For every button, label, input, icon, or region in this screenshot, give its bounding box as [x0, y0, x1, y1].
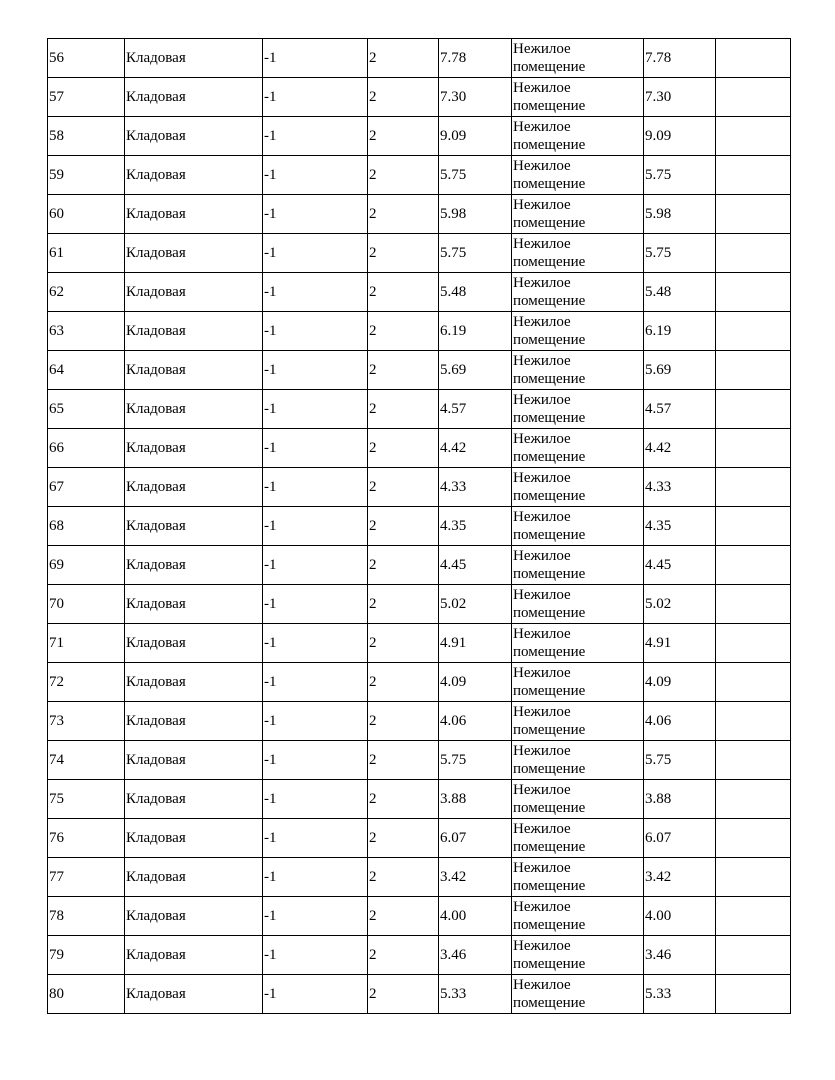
table-row — [48, 585, 791, 624]
area-cell: 5.69 — [439, 351, 512, 390]
total-area-cell: 6.19 — [644, 312, 716, 351]
row-number-cell: 64 — [48, 351, 125, 390]
premises-type-cell — [512, 663, 644, 702]
note-cell — [716, 156, 791, 195]
section-cell: 2 — [368, 468, 439, 507]
floor-cell: -1 — [263, 546, 368, 585]
premises-type-cell — [512, 936, 644, 975]
note-cell — [716, 195, 791, 234]
room-name-cell: Кладовая — [125, 507, 263, 546]
room-name-cell: Кладовая — [125, 975, 263, 1014]
total-area-cell: 4.00 — [644, 897, 716, 936]
premises-type-text: помещение — [513, 917, 586, 933]
note-cell — [716, 858, 791, 897]
section-cell: 2 — [368, 234, 439, 273]
premises-type-text: Нежилое — [513, 158, 571, 174]
section-cell: 2 — [368, 897, 439, 936]
area-cell: 3.42 — [439, 858, 512, 897]
row-number-cell: 71 — [48, 624, 125, 663]
row-number-cell: 78 — [48, 897, 125, 936]
premises-type-text: Нежилое — [513, 704, 571, 720]
table-row — [48, 819, 791, 858]
row-number-cell: 72 — [48, 663, 125, 702]
floor-cell: -1 — [263, 351, 368, 390]
floor-cell: -1 — [263, 897, 368, 936]
total-area-cell: 9.09 — [644, 117, 716, 156]
premises-type-text: помещение — [513, 176, 586, 192]
area-cell: 4.06 — [439, 702, 512, 741]
total-area-cell: 3.46 — [644, 936, 716, 975]
floor-cell: -1 — [263, 702, 368, 741]
row-number-cell: 73 — [48, 702, 125, 741]
note-cell — [716, 585, 791, 624]
table-row — [48, 507, 791, 546]
row-number-cell: 77 — [48, 858, 125, 897]
area-cell: 6.07 — [439, 819, 512, 858]
total-area-cell: 5.33 — [644, 975, 716, 1014]
room-name-cell: Кладовая — [125, 117, 263, 156]
section-cell: 2 — [368, 390, 439, 429]
premises-type-cell — [512, 507, 644, 546]
section-cell: 2 — [368, 975, 439, 1014]
total-area-cell: 4.33 — [644, 468, 716, 507]
row-number-cell: 65 — [48, 390, 125, 429]
row-number-cell: 66 — [48, 429, 125, 468]
premises-type-cell — [512, 624, 644, 663]
floor-cell: -1 — [263, 429, 368, 468]
row-number-cell: 68 — [48, 507, 125, 546]
note-cell — [716, 273, 791, 312]
premises-type-text: помещение — [513, 98, 586, 114]
total-area-cell: 5.02 — [644, 585, 716, 624]
floor-cell: -1 — [263, 858, 368, 897]
table-row — [48, 468, 791, 507]
row-number-cell: 70 — [48, 585, 125, 624]
premises-type-text: помещение — [513, 605, 586, 621]
area-cell: 4.57 — [439, 390, 512, 429]
section-cell: 2 — [368, 351, 439, 390]
section-cell: 2 — [368, 819, 439, 858]
total-area-cell: 4.91 — [644, 624, 716, 663]
section-cell: 2 — [368, 780, 439, 819]
table-row — [48, 546, 791, 585]
total-area-cell: 4.35 — [644, 507, 716, 546]
premises-type-text: Нежилое — [513, 275, 571, 291]
premises-type-cell — [512, 819, 644, 858]
note-cell — [716, 546, 791, 585]
premises-type-text: помещение — [513, 839, 586, 855]
premises-type-cell — [512, 39, 644, 78]
premises-type-cell — [512, 546, 644, 585]
area-cell: 7.30 — [439, 78, 512, 117]
row-number-cell: 76 — [48, 819, 125, 858]
row-number-cell: 69 — [48, 546, 125, 585]
table-row — [48, 39, 791, 78]
room-name-cell: Кладовая — [125, 780, 263, 819]
premises-type-text: Нежилое — [513, 509, 571, 525]
premises-type-text: помещение — [513, 332, 586, 348]
premises-type-text: помещение — [513, 722, 586, 738]
floor-cell: -1 — [263, 624, 368, 663]
premises-type-cell — [512, 234, 644, 273]
premises-type-cell — [512, 780, 644, 819]
row-number-cell: 67 — [48, 468, 125, 507]
floor-cell: -1 — [263, 390, 368, 429]
area-cell: 3.88 — [439, 780, 512, 819]
room-name-cell: Кладовая — [125, 78, 263, 117]
area-cell: 4.09 — [439, 663, 512, 702]
room-name-cell: Кладовая — [125, 234, 263, 273]
section-cell: 2 — [368, 663, 439, 702]
row-number-cell: 57 — [48, 78, 125, 117]
table-row — [48, 78, 791, 117]
room-name-cell: Кладовая — [125, 468, 263, 507]
room-name-cell: Кладовая — [125, 624, 263, 663]
row-number-cell: 60 — [48, 195, 125, 234]
total-area-cell: 5.75 — [644, 234, 716, 273]
room-name-cell: Кладовая — [125, 390, 263, 429]
room-name-cell: Кладовая — [125, 429, 263, 468]
total-area-cell: 4.42 — [644, 429, 716, 468]
premises-type-cell — [512, 78, 644, 117]
table-row — [48, 156, 791, 195]
room-name-cell: Кладовая — [125, 702, 263, 741]
room-name-cell: Кладовая — [125, 858, 263, 897]
premises-type-text: Нежилое — [513, 119, 571, 135]
table-row — [48, 663, 791, 702]
table-row — [48, 117, 791, 156]
note-cell — [716, 234, 791, 273]
floor-cell: -1 — [263, 585, 368, 624]
room-name-cell: Кладовая — [125, 351, 263, 390]
premises-type-cell — [512, 429, 644, 468]
premises-type-text: помещение — [513, 215, 586, 231]
room-name-cell: Кладовая — [125, 39, 263, 78]
table-row — [48, 936, 791, 975]
area-cell: 5.02 — [439, 585, 512, 624]
row-number-cell: 58 — [48, 117, 125, 156]
floor-cell: -1 — [263, 975, 368, 1014]
area-cell: 4.35 — [439, 507, 512, 546]
room-name-cell: Кладовая — [125, 546, 263, 585]
premises-type-text: Нежилое — [513, 41, 571, 57]
table-row — [48, 312, 791, 351]
table-body — [48, 39, 791, 1014]
premises-type-text: помещение — [513, 956, 586, 972]
note-cell — [716, 351, 791, 390]
premises-type-text: Нежилое — [513, 938, 571, 954]
floor-cell: -1 — [263, 273, 368, 312]
premises-type-text: Нежилое — [513, 665, 571, 681]
total-area-cell: 4.06 — [644, 702, 716, 741]
table-row — [48, 702, 791, 741]
note-cell — [716, 390, 791, 429]
note-cell — [716, 936, 791, 975]
floor-cell: -1 — [263, 663, 368, 702]
premises-type-cell — [512, 312, 644, 351]
note-cell — [716, 741, 791, 780]
room-name-cell: Кладовая — [125, 195, 263, 234]
note-cell — [716, 624, 791, 663]
section-cell: 2 — [368, 858, 439, 897]
premises-type-text: Нежилое — [513, 899, 571, 915]
area-cell: 5.75 — [439, 234, 512, 273]
premises-type-cell — [512, 897, 644, 936]
room-name-cell: Кладовая — [125, 156, 263, 195]
floor-cell: -1 — [263, 507, 368, 546]
premises-type-text: помещение — [513, 59, 586, 75]
total-area-cell: 4.45 — [644, 546, 716, 585]
premises-type-text: Нежилое — [513, 860, 571, 876]
floor-cell: -1 — [263, 234, 368, 273]
row-number-cell: 61 — [48, 234, 125, 273]
floor-cell: -1 — [263, 312, 368, 351]
premises-type-text: помещение — [513, 566, 586, 582]
total-area-cell: 5.75 — [644, 156, 716, 195]
area-cell: 5.75 — [439, 741, 512, 780]
premises-table — [47, 38, 791, 1014]
room-name-cell: Кладовая — [125, 312, 263, 351]
note-cell — [716, 39, 791, 78]
section-cell: 2 — [368, 78, 439, 117]
table-row — [48, 195, 791, 234]
area-cell: 4.00 — [439, 897, 512, 936]
premises-type-cell — [512, 351, 644, 390]
section-cell: 2 — [368, 156, 439, 195]
section-cell: 2 — [368, 312, 439, 351]
room-name-cell: Кладовая — [125, 897, 263, 936]
floor-cell: -1 — [263, 195, 368, 234]
section-cell: 2 — [368, 273, 439, 312]
premises-type-cell — [512, 975, 644, 1014]
premises-type-text: Нежилое — [513, 236, 571, 252]
premises-type-text: помещение — [513, 410, 586, 426]
premises-type-text: помещение — [513, 683, 586, 699]
room-name-cell: Кладовая — [125, 819, 263, 858]
area-cell: 4.45 — [439, 546, 512, 585]
section-cell: 2 — [368, 507, 439, 546]
area-cell: 5.98 — [439, 195, 512, 234]
premises-type-text: Нежилое — [513, 626, 571, 642]
area-cell: 4.33 — [439, 468, 512, 507]
premises-type-cell — [512, 195, 644, 234]
floor-cell: -1 — [263, 117, 368, 156]
total-area-cell: 7.78 — [644, 39, 716, 78]
table-row — [48, 429, 791, 468]
room-name-cell: Кладовая — [125, 663, 263, 702]
total-area-cell: 5.98 — [644, 195, 716, 234]
section-cell: 2 — [368, 624, 439, 663]
table-row — [48, 234, 791, 273]
row-number-cell: 79 — [48, 936, 125, 975]
table-row — [48, 390, 791, 429]
premises-type-text: помещение — [513, 644, 586, 660]
room-name-cell: Кладовая — [125, 273, 263, 312]
premises-type-text: помещение — [513, 293, 586, 309]
premises-type-text: помещение — [513, 878, 586, 894]
premises-type-text: Нежилое — [513, 548, 571, 564]
row-number-cell: 59 — [48, 156, 125, 195]
total-area-cell: 3.88 — [644, 780, 716, 819]
table-row — [48, 975, 791, 1014]
section-cell: 2 — [368, 429, 439, 468]
premises-type-text: помещение — [513, 137, 586, 153]
note-cell — [716, 507, 791, 546]
premises-type-text: Нежилое — [513, 197, 571, 213]
premises-type-cell — [512, 585, 644, 624]
area-cell: 7.78 — [439, 39, 512, 78]
floor-cell: -1 — [263, 468, 368, 507]
note-cell — [716, 975, 791, 1014]
note-cell — [716, 702, 791, 741]
total-area-cell: 5.48 — [644, 273, 716, 312]
premises-type-text: Нежилое — [513, 431, 571, 447]
premises-type-cell — [512, 273, 644, 312]
section-cell: 2 — [368, 39, 439, 78]
premises-type-cell — [512, 702, 644, 741]
premises-type-text: помещение — [513, 800, 586, 816]
total-area-cell: 5.75 — [644, 741, 716, 780]
row-number-cell: 63 — [48, 312, 125, 351]
premises-type-text: Нежилое — [513, 587, 571, 603]
area-cell: 6.19 — [439, 312, 512, 351]
premises-type-cell — [512, 117, 644, 156]
note-cell — [716, 663, 791, 702]
row-number-cell: 56 — [48, 39, 125, 78]
section-cell: 2 — [368, 741, 439, 780]
area-cell: 4.91 — [439, 624, 512, 663]
table-row — [48, 858, 791, 897]
table-row — [48, 273, 791, 312]
section-cell: 2 — [368, 585, 439, 624]
premises-type-cell — [512, 741, 644, 780]
section-cell: 2 — [368, 546, 439, 585]
premises-type-text: помещение — [513, 254, 586, 270]
table-row — [48, 897, 791, 936]
floor-cell: -1 — [263, 780, 368, 819]
premises-type-text: Нежилое — [513, 314, 571, 330]
row-number-cell: 74 — [48, 741, 125, 780]
premises-type-text: помещение — [513, 371, 586, 387]
table-row — [48, 624, 791, 663]
premises-type-text: Нежилое — [513, 470, 571, 486]
total-area-cell: 5.69 — [644, 351, 716, 390]
note-cell — [716, 117, 791, 156]
area-cell: 5.33 — [439, 975, 512, 1014]
premises-type-cell — [512, 858, 644, 897]
section-cell: 2 — [368, 936, 439, 975]
row-number-cell: 62 — [48, 273, 125, 312]
total-area-cell: 4.57 — [644, 390, 716, 429]
premises-type-text: Нежилое — [513, 353, 571, 369]
floor-cell: -1 — [263, 936, 368, 975]
section-cell: 2 — [368, 195, 439, 234]
floor-cell: -1 — [263, 39, 368, 78]
premises-type-text: помещение — [513, 761, 586, 777]
note-cell — [716, 312, 791, 351]
premises-type-text: помещение — [513, 995, 586, 1011]
note-cell — [716, 429, 791, 468]
area-cell: 3.46 — [439, 936, 512, 975]
premises-type-text: Нежилое — [513, 977, 571, 993]
premises-type-text: помещение — [513, 449, 586, 465]
room-name-cell: Кладовая — [125, 936, 263, 975]
premises-type-cell — [512, 156, 644, 195]
section-cell: 2 — [368, 117, 439, 156]
room-name-cell: Кладовая — [125, 741, 263, 780]
row-number-cell: 80 — [48, 975, 125, 1014]
premises-type-text: Нежилое — [513, 782, 571, 798]
area-cell: 9.09 — [439, 117, 512, 156]
premises-type-text: помещение — [513, 527, 586, 543]
note-cell — [716, 780, 791, 819]
note-cell — [716, 819, 791, 858]
total-area-cell: 6.07 — [644, 819, 716, 858]
premises-type-cell — [512, 468, 644, 507]
total-area-cell: 7.30 — [644, 78, 716, 117]
total-area-cell: 4.09 — [644, 663, 716, 702]
row-number-cell: 75 — [48, 780, 125, 819]
premises-type-text: помещение — [513, 488, 586, 504]
floor-cell: -1 — [263, 156, 368, 195]
premises-type-text: Нежилое — [513, 743, 571, 759]
floor-cell: -1 — [263, 78, 368, 117]
area-cell: 4.42 — [439, 429, 512, 468]
area-cell: 5.75 — [439, 156, 512, 195]
note-cell — [716, 468, 791, 507]
premises-type-text: Нежилое — [513, 821, 571, 837]
section-cell: 2 — [368, 702, 439, 741]
total-area-cell: 3.42 — [644, 858, 716, 897]
table-row — [48, 351, 791, 390]
premises-type-cell — [512, 390, 644, 429]
room-name-cell: Кладовая — [125, 585, 263, 624]
note-cell — [716, 897, 791, 936]
table-row — [48, 780, 791, 819]
note-cell — [716, 78, 791, 117]
floor-cell: -1 — [263, 819, 368, 858]
area-cell: 5.48 — [439, 273, 512, 312]
premises-type-text: Нежилое — [513, 392, 571, 408]
premises-type-text: Нежилое — [513, 80, 571, 96]
table-row — [48, 741, 791, 780]
floor-cell: -1 — [263, 741, 368, 780]
